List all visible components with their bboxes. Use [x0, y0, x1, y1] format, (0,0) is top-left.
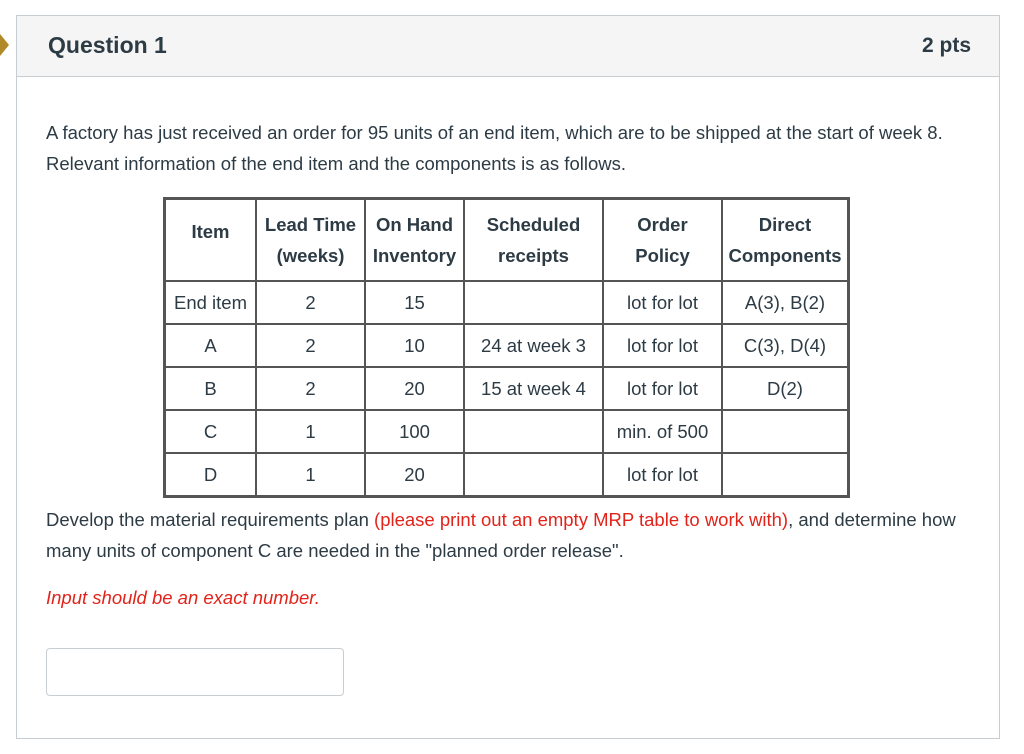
header-scheduled — [464, 199, 603, 282]
header-lead-time — [256, 199, 365, 282]
answer-instruction: Input should be an exact number. — [46, 587, 320, 608]
cell-item: D — [165, 453, 257, 497]
question-marker-icon — [0, 34, 9, 56]
cell-onhand: 20 — [365, 367, 464, 410]
header-order-line1: Order — [637, 214, 688, 235]
header-onhand-line1: On Hand — [375, 214, 454, 235]
table-row — [165, 410, 849, 453]
cell-lead: 1 — [256, 410, 365, 453]
question-points: 2 pts — [921, 34, 971, 57]
cell-onhand: 100 — [365, 410, 464, 453]
mrp-info-table — [163, 197, 850, 498]
develop-suffix: , and determine how many units of component C are needed in the "planned order release". — [46, 509, 956, 561]
cell-lead: 2 — [256, 324, 365, 367]
develop-prefix: Develop the material requirements plan — [46, 509, 375, 530]
table-row — [165, 281, 849, 324]
table-row — [165, 324, 849, 367]
header-sched-line2: receipts — [498, 245, 569, 266]
table-row — [165, 367, 849, 410]
cell-order: min. of 500 — [603, 410, 722, 453]
table-header-row — [165, 199, 849, 282]
header-on-hand — [365, 199, 464, 282]
header-lead-line2: (weeks) — [276, 245, 345, 266]
header-lead-line1: Lead Time — [264, 214, 357, 235]
question-title: Question 1 — [48, 32, 167, 58]
header-order-line2: Policy — [635, 245, 690, 266]
header-onhand-line2: Inventory — [372, 245, 457, 266]
header-direct-line2: Components — [728, 245, 842, 266]
question-intro: A factory has just received an order for 95 units of an end item, which are to be shipped at the start of week 8. Relevant information of the end item and the components is as follows. — [46, 122, 943, 174]
header-item-label: Item — [191, 221, 230, 242]
cell-item: A — [165, 324, 257, 367]
cell-sched: 15 at week 4 — [464, 367, 603, 410]
cell-direct: C(3), D(4) — [722, 324, 849, 367]
cell-item: C — [165, 410, 257, 453]
question-develop-text — [46, 504, 986, 566]
cell-onhand: 10 — [365, 324, 464, 367]
cell-order: lot for lot — [603, 324, 722, 367]
question-header — [17, 16, 999, 77]
header-sched-line1: Scheduled — [486, 214, 581, 235]
cell-direct: A(3), B(2) — [722, 281, 849, 324]
develop-red-note: (please print out an empty MRP table to work with) — [374, 509, 789, 530]
cell-lead: 1 — [256, 453, 365, 497]
cell-item: End item — [165, 281, 257, 324]
cell-order: lot for lot — [603, 367, 722, 410]
cell-lead: 2 — [256, 367, 365, 410]
cell-onhand: 20 — [365, 453, 464, 497]
cell-sched — [464, 410, 603, 453]
cell-order: lot for lot — [603, 281, 722, 324]
cell-sched: 24 at week 3 — [464, 324, 603, 367]
table-row — [165, 453, 849, 497]
cell-direct — [722, 453, 849, 497]
header-order-policy — [603, 199, 722, 282]
header-direct-components — [722, 199, 849, 282]
question-card — [16, 15, 1000, 739]
cell-sched — [464, 281, 603, 324]
cell-direct — [722, 410, 849, 453]
cell-sched — [464, 453, 603, 497]
header-item — [165, 199, 257, 282]
cell-onhand: 15 — [365, 281, 464, 324]
cell-order: lot for lot — [603, 453, 722, 497]
cell-direct: D(2) — [722, 367, 849, 410]
answer-input[interactable] — [46, 648, 344, 696]
cell-lead: 2 — [256, 281, 365, 324]
cell-item: B — [165, 367, 257, 410]
header-direct-line1: Direct — [758, 214, 812, 235]
